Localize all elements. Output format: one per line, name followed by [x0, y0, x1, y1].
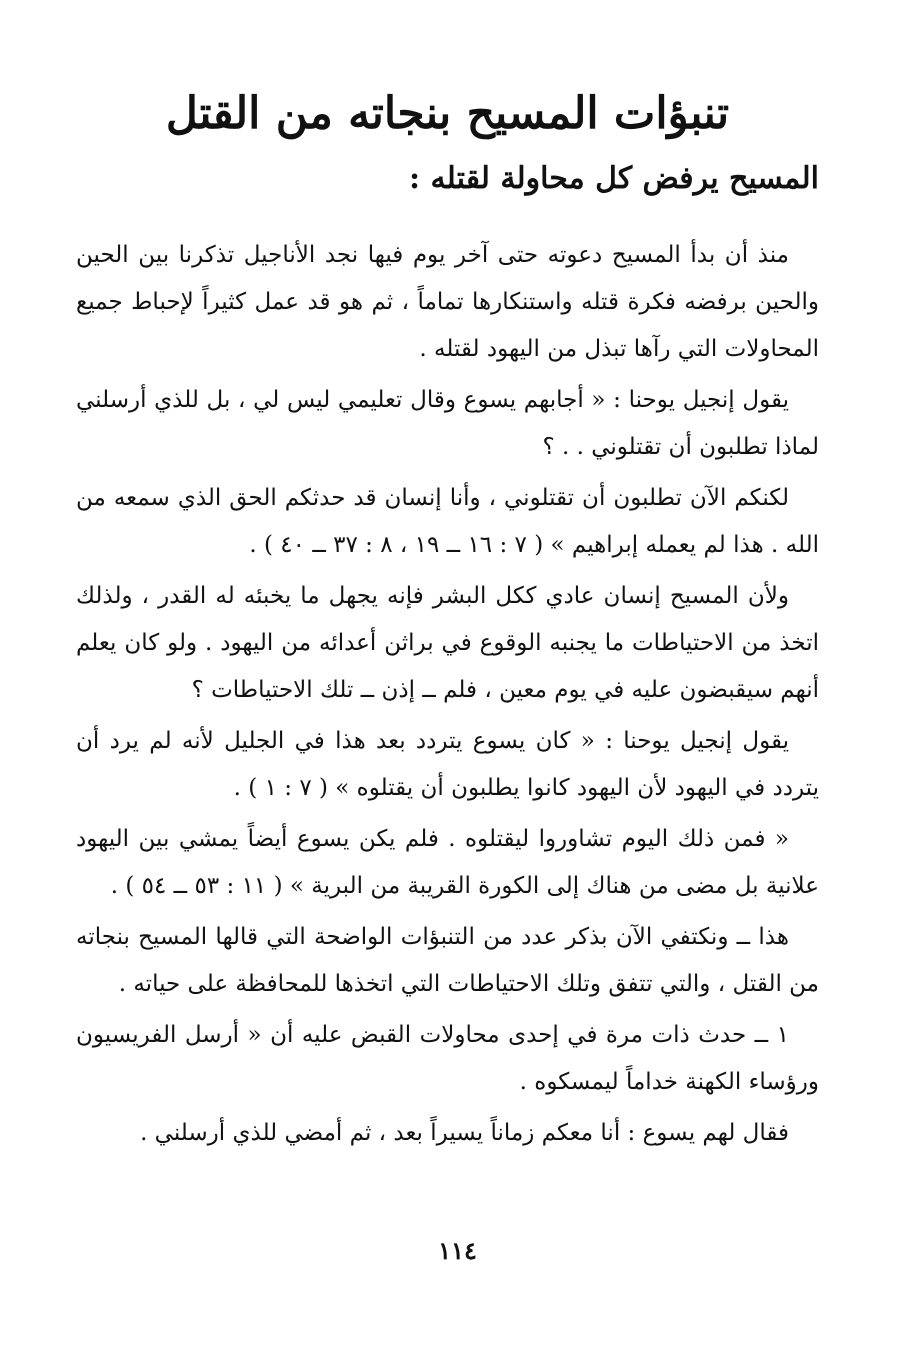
chapter-title: تنبؤات المسيح بنجاته من القتل: [165, 88, 730, 139]
page-number: ١١٤: [438, 1236, 477, 1265]
paragraph-7: هذا ــ ونكتفي الآن بذكر عدد من التنبؤات الواضحة التي قالها المسيح بنجاته من القتل ، والتي تتفق وتلك الاحتياطات التي اتخذها للمحافظة على حياته .: [76, 923, 819, 997]
paragraph-2: يقول إنجيل يوحنا : « أجابهم يسوع وقال تعليمي ليس لي ، بل للذي أرسلني لماذا تطلبون أن تقتلوني . . ؟: [76, 386, 819, 460]
paragraph-5: يقول إنجيل يوحنا : « كان يسوع يتردد بعد هذا في الجليل لأنه لم يرد أن يتردد في اليهود لأن اليهود كانوا يطلبون أن يقتلوه » ( ٧ : ١ ) .: [76, 727, 819, 801]
body-text: [76, 232, 819, 1157]
paragraph-9: فقال لهم يسوع : أنا معكم زماناً يسيراً بعد ، ثم أمضي للذي أرسلني .: [140, 1119, 789, 1146]
paragraph-3: لكنكم الآن تطلبون أن تقتلوني ، وأنا إنسان قد حدثكم الحق الذي سمعه من الله . هذا لم يعمله إبراهيم » ( ٧ : ١٦ ــ ١٩ ، ٨ : ٣٧ ــ ٤٠ ) .: [76, 484, 819, 558]
section-heading: المسيح يرفض كل محاولة لقتله :: [409, 160, 819, 196]
paragraph-1: منذ أن بدأ المسيح دعوته حتى آخر يوم فيها نجد الأناجيل تذكرنا بين الحين والحين برفضه فكرة قتله واستنكارها تماماً ، ثم هو قد عمل كثيراً لإحباط جميع المحاولات التي رآها تبذل من اليهود لقتله .: [76, 241, 819, 362]
paragraph-6: « فمن ذلك اليوم تشاوروا ليقتلوه . فلم يكن يسوع أيضاً يمشي بين اليهود علانية بل مضى من هناك إلى الكورة القريبة من البرية » ( ١١ : ٥٣ ــ ٥٤ ) .: [76, 825, 819, 899]
paragraph-4: ولأن المسيح إنسان عادي ككل البشر فإنه يجهل ما يخبئه له القدر ، ولذلك اتخذ من الاحتياطات ما يجنبه الوقوع في براثن أعدائه من اليهود . ولو كان يعلم أنهم سيقبضون عليه في يوم معين ، فلم ــ إذن ــ تلك الاحتياطات ؟: [76, 582, 819, 703]
paragraph-8: ١ ــ حدث ذات مرة في إحدى محاولات القبض عليه أن « أرسل الفريسيون ورؤساء الكهنة خداماً ليمسكوه .: [76, 1021, 819, 1095]
